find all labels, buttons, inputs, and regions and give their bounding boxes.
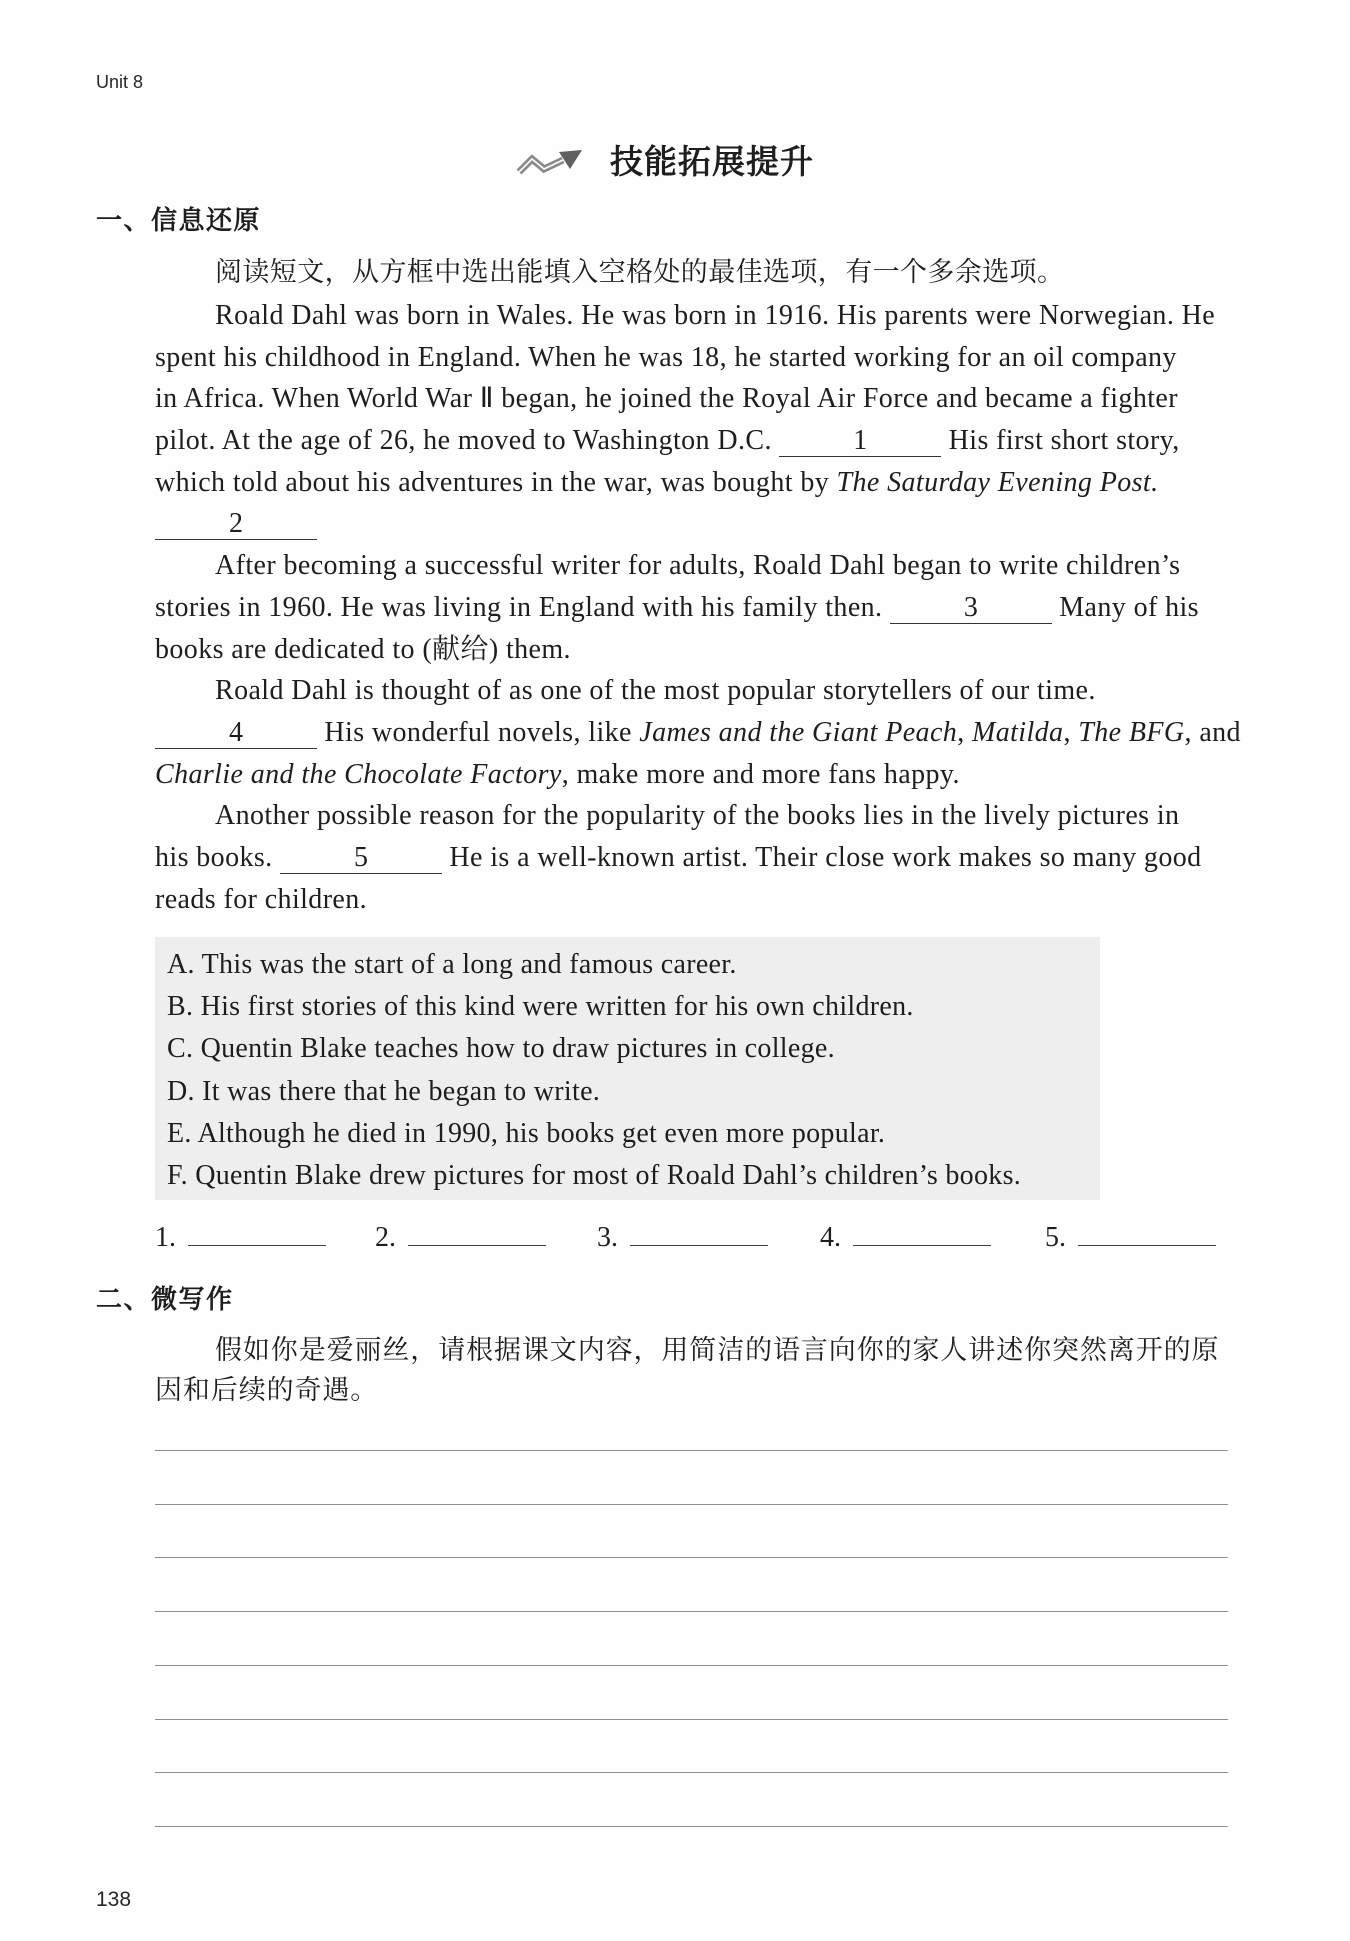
page-number: 138 bbox=[96, 1888, 132, 1911]
passage-text: Another possible reason for the popularity of the books lies in the lively pictures in bbox=[215, 800, 1180, 832]
option-f: F. Quentin Blake drew pictures for most of Roald Dahl’s children’s books. bbox=[167, 1159, 1022, 1191]
passage-text: His first short story, bbox=[941, 425, 1180, 457]
passage-text: His wonderful novels, like bbox=[317, 716, 640, 748]
passage-text: , bbox=[1063, 716, 1079, 748]
option-c: C. Quentin Blake teaches how to draw pictures in college. bbox=[167, 1033, 835, 1065]
passage-line bbox=[155, 712, 1275, 754]
answer-blank bbox=[1078, 1219, 1216, 1246]
passage-text: , bbox=[957, 716, 972, 748]
page-title: 技能拓展提升 bbox=[610, 142, 814, 181]
passage-text: which told about his adventures in the war, was bought by bbox=[155, 466, 837, 498]
answer-blank bbox=[630, 1219, 768, 1246]
passage-text: reads for children. bbox=[155, 883, 368, 915]
answer-blank bbox=[408, 1219, 546, 1246]
writing-line bbox=[155, 1450, 1228, 1451]
passage-text: After becoming a successful writer for adults, Roald Dahl began to write children’s bbox=[215, 550, 1181, 582]
passage-paragraph bbox=[155, 670, 1275, 795]
section-heading-info-restore: 一、信息还原 bbox=[96, 206, 262, 236]
writing-line bbox=[155, 1719, 1228, 1720]
answer-number: 5. bbox=[1045, 1222, 1066, 1253]
passage-line bbox=[155, 837, 1275, 879]
passage-paragraph bbox=[155, 795, 1275, 920]
passage-text: , make more and more fans happy. bbox=[561, 758, 960, 790]
answer-item-4 bbox=[820, 1219, 991, 1255]
passage-line bbox=[155, 337, 1275, 379]
answer-number: 4. bbox=[820, 1222, 841, 1253]
option-e: E. Although he died in 1990, his books get even more popular. bbox=[167, 1117, 886, 1149]
book-title: The Saturday Evening Post. bbox=[836, 466, 1159, 498]
passage-line bbox=[155, 545, 1275, 587]
passage-paragraph bbox=[155, 545, 1275, 670]
passage-text: Roald Dahl was born in Wales. He was born in 1916. His parents were Norwegian. He bbox=[215, 300, 1216, 331]
passage-line bbox=[155, 629, 1275, 671]
writing-line bbox=[155, 1557, 1228, 1558]
passage-text: Many of his bbox=[1051, 591, 1199, 623]
answer-number: 2. bbox=[375, 1222, 396, 1253]
writing-line bbox=[155, 1504, 1228, 1505]
answer-item-3 bbox=[597, 1219, 768, 1255]
blank-4: 4 bbox=[155, 718, 317, 749]
passage-line bbox=[155, 587, 1275, 629]
passage-line bbox=[155, 879, 1275, 921]
blank-5: 5 bbox=[280, 843, 442, 874]
passage-text: his books. bbox=[155, 841, 280, 873]
passage-line bbox=[155, 462, 1275, 504]
writing-line bbox=[155, 1772, 1228, 1773]
passage-text: pilot. At the age of 26, he moved to Washington D.C. bbox=[155, 425, 780, 457]
book-title: The BFG bbox=[1078, 716, 1185, 748]
passage-text: He is a well-known artist. Their close work makes so many good bbox=[441, 841, 1202, 873]
passage-line bbox=[155, 503, 1275, 545]
passage-line bbox=[155, 754, 1275, 796]
passage-text: in Africa. When World War Ⅱ began, he joined the Royal Air Force and became a fighter bbox=[155, 383, 1178, 415]
answer-item-1 bbox=[155, 1219, 326, 1255]
passage-line bbox=[155, 295, 1275, 337]
writing-line bbox=[155, 1826, 1228, 1827]
blank-3: 3 bbox=[890, 593, 1052, 624]
passage-text: spent his childhood in England. When he was 18, he started working for an oil company bbox=[155, 341, 1177, 373]
option-b: B. His first stories of this kind were written for his own children. bbox=[167, 991, 914, 1023]
blank-1: 1 bbox=[779, 426, 941, 457]
answer-blank bbox=[853, 1219, 991, 1246]
passage-line bbox=[155, 378, 1275, 420]
options-box bbox=[155, 937, 1100, 1200]
book-title: Charlie and the Chocolate Factory bbox=[155, 758, 562, 790]
passage-text: Roald Dahl is thought of as one of the most popular storytellers of our time. bbox=[215, 675, 1096, 707]
writing-prompt bbox=[155, 1330, 1219, 1410]
answer-blank bbox=[188, 1219, 326, 1246]
option-a: A. This was the start of a long and famous career. bbox=[167, 949, 737, 980]
book-title: Matilda bbox=[972, 716, 1064, 748]
answer-item-2 bbox=[375, 1219, 546, 1255]
answer-number: 3. bbox=[597, 1222, 618, 1253]
reading-passage bbox=[155, 295, 1275, 920]
answer-item-5 bbox=[1045, 1219, 1216, 1255]
passage-text: , and bbox=[1184, 716, 1241, 748]
exercise-instruction: 阅读短文，从方框中选出能填入空格处的最佳选项，有一个多余选项。 bbox=[215, 257, 1065, 287]
blank-2: 2 bbox=[155, 509, 317, 540]
writing-prompt-line: 因和后续的奇遇。 bbox=[155, 1375, 379, 1405]
passage-text: stories in 1960. He was living in England with his family then. bbox=[155, 591, 890, 623]
writing-line bbox=[155, 1611, 1228, 1612]
writing-line bbox=[155, 1665, 1228, 1666]
option-d: D. It was there that he began to write. bbox=[167, 1075, 601, 1107]
passage-line bbox=[155, 670, 1275, 712]
writing-prompt-line: 假如你是爱丽丝，请根据课文内容，用简洁的语言向你的家人讲述你突然离开的原 bbox=[215, 1335, 1220, 1365]
passage-line bbox=[155, 795, 1275, 837]
section-title-banner bbox=[516, 142, 814, 182]
passage-paragraph bbox=[155, 295, 1275, 545]
unit-label: Unit 8 bbox=[96, 72, 144, 92]
section-heading-micro-writing: 二、微写作 bbox=[96, 1285, 234, 1315]
zigzag-arrow-icon bbox=[516, 147, 587, 177]
passage-line bbox=[155, 420, 1275, 462]
passage-text: books are dedicated to (献给) them. bbox=[155, 633, 571, 665]
answer-number: 1. bbox=[155, 1222, 176, 1253]
book-title: James and the Giant Peach bbox=[639, 716, 958, 748]
